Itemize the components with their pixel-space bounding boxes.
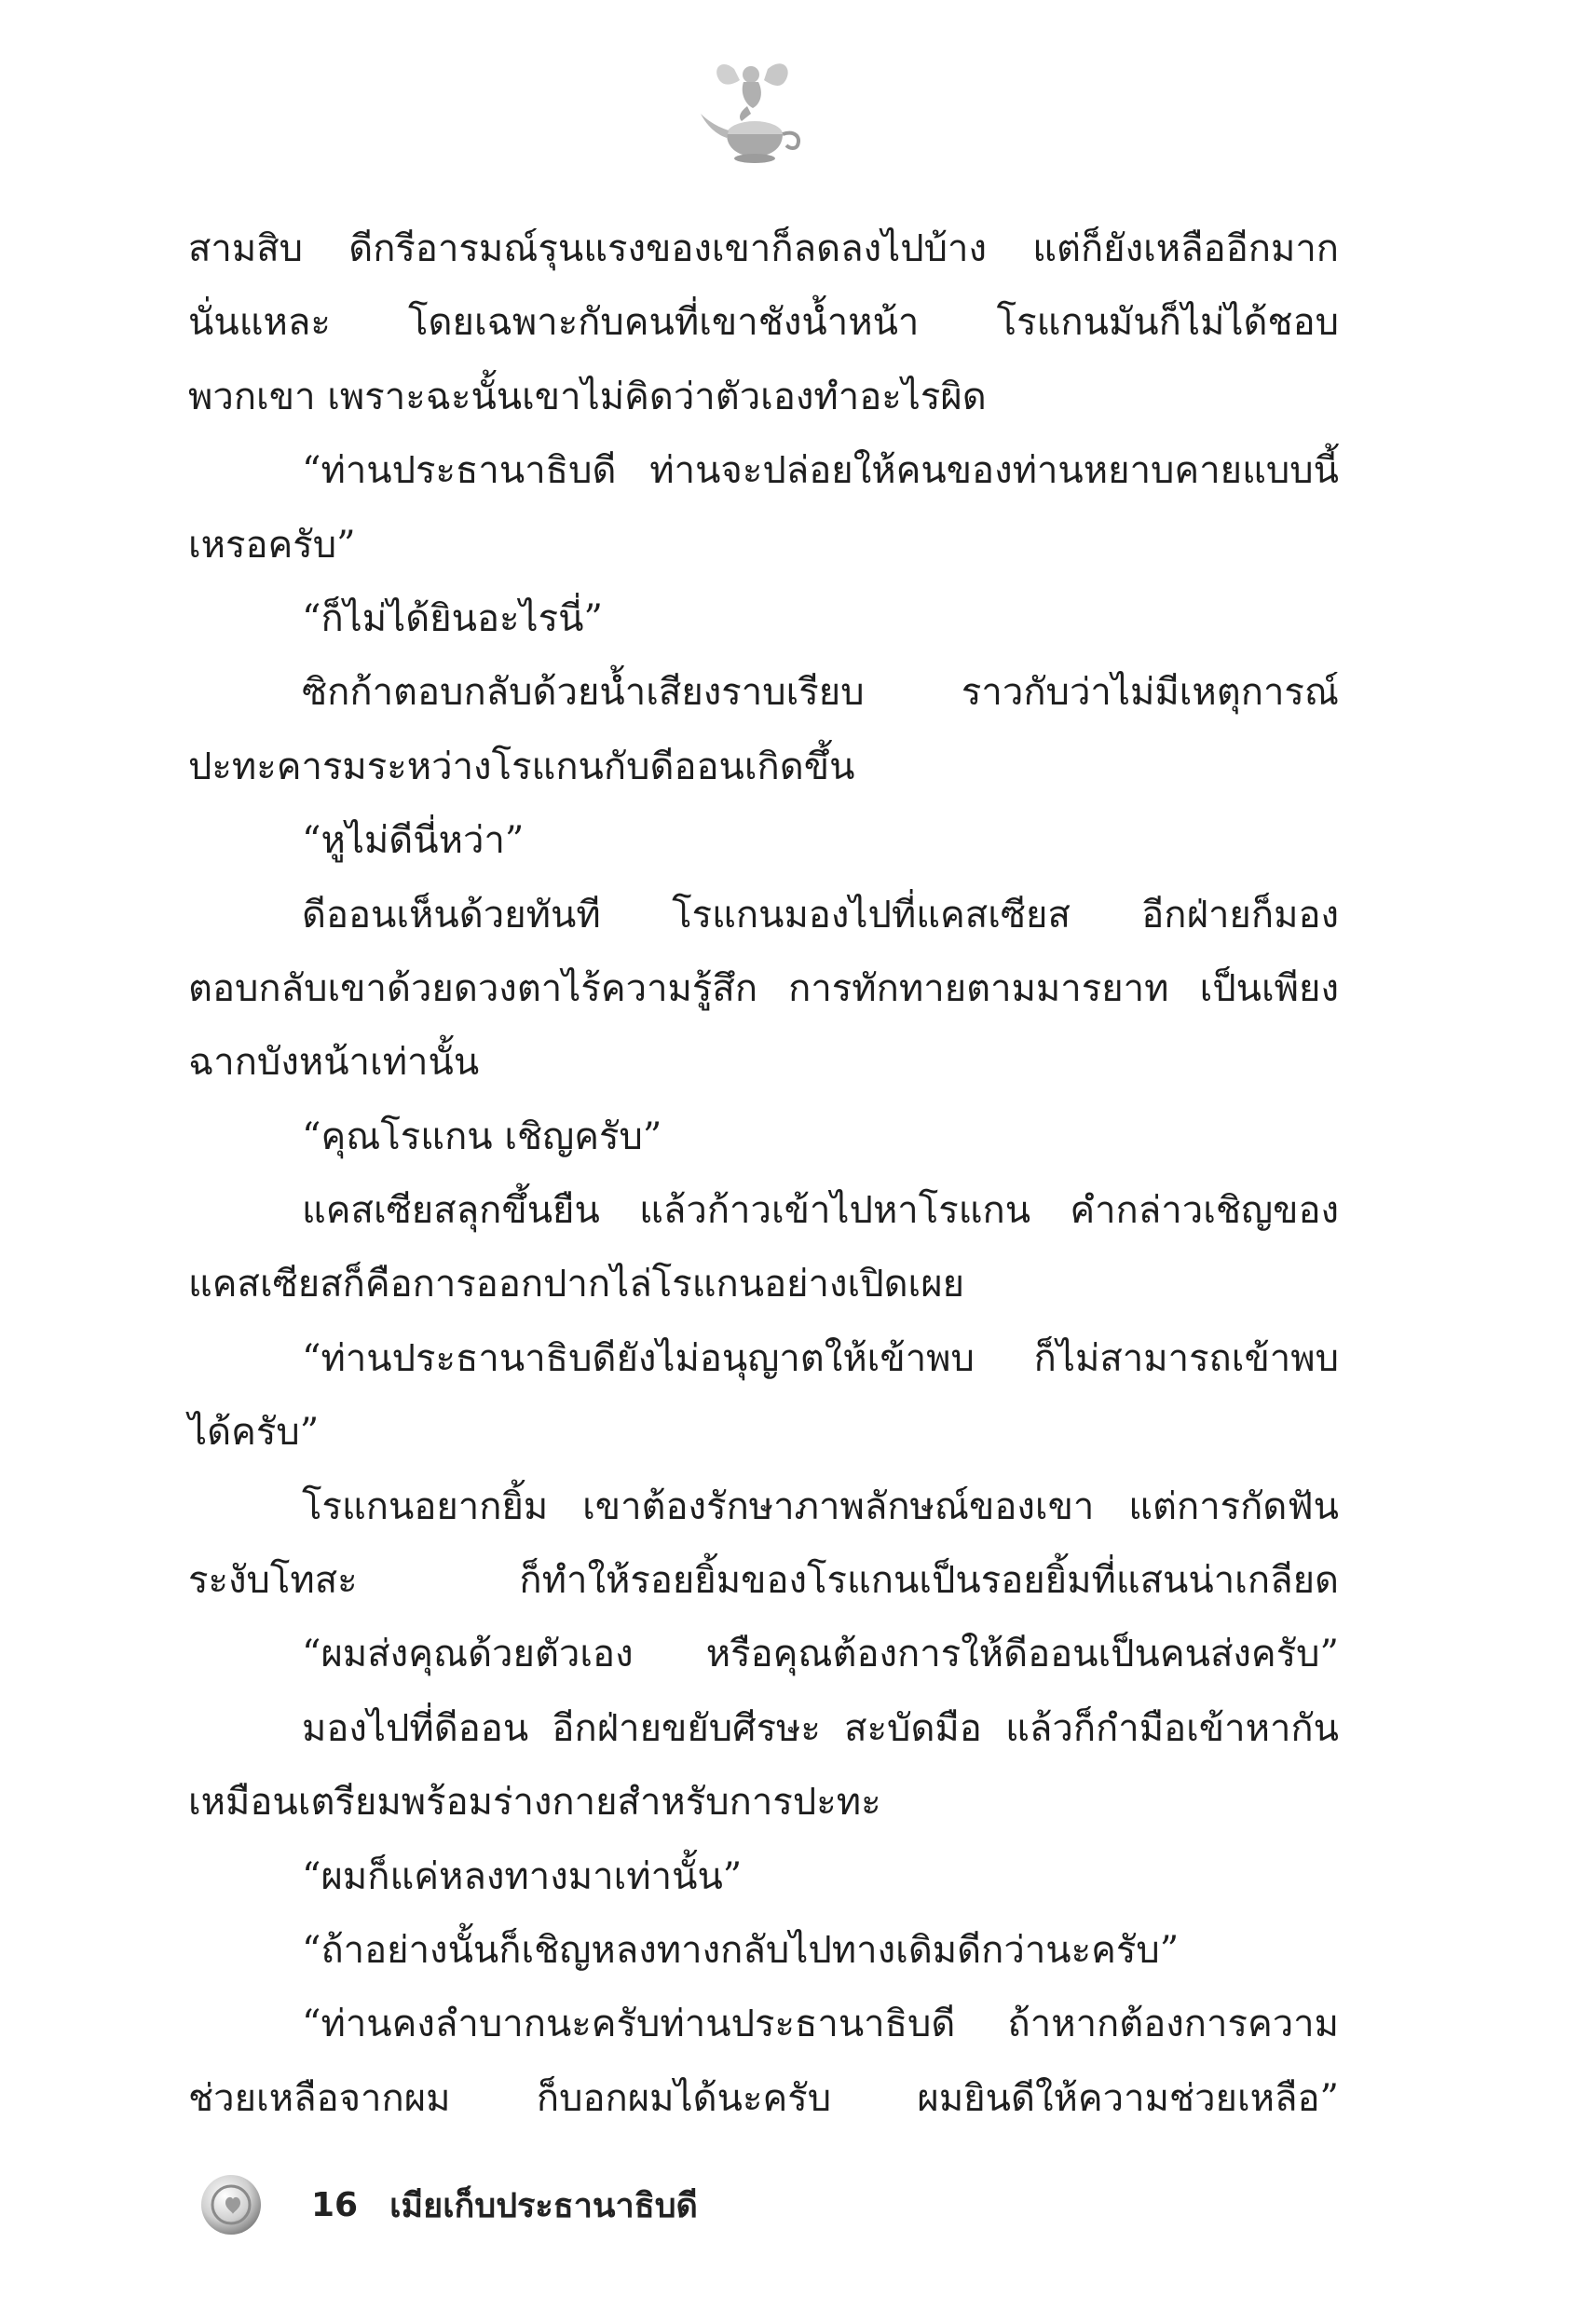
cupid-teapot-ornament-icon [693, 56, 814, 168]
text-line: ระงับโทสะ ก็ทำให้รอยยิ้มของโรแกนเป็นรอยยิ้มที่แสนน่าเกลียด [188, 1559, 1339, 1603]
text-line: “หูไม่ดีนี่หว่า” [302, 819, 525, 863]
text-line: “ท่านคงลำบากนะครับท่านประธานาธิบดี ถ้าหากต้องการความ [302, 2003, 1339, 2046]
text-line: นั่นแหละ โดยเฉพาะกับคนที่เขาชังน้ำหน้า โรแกนมันก็ไม่ได้ชอบ [188, 301, 1339, 345]
text-line: ฉากบังหน้าเท่านั้น [188, 1041, 480, 1085]
text-line: ได้ครับ” [188, 1411, 320, 1455]
text-line: เหมือนเตรียมพร้อมร่างกายสำหรับการปะทะ [188, 1781, 881, 1825]
text-line: “ก็ไม่ได้ยินอะไรนี่” [302, 596, 603, 640]
text-line: “ท่านประธานาธิบดี ท่านจะปล่อยให้คนของท่านหยาบคายแบบนี้ [302, 449, 1339, 493]
body-text [188, 212, 1339, 2136]
text-line: “ท่านประธานาธิบดียังไม่อนุญาตให้เข้าพบ ก็ไม่สามารถเข้าพบ [302, 1336, 1339, 1380]
text-line: ซิกก้าตอบกลับด้วยน้ำเสียงราบเรียบ ราวกับว่าไม่มีเหตุการณ์ [302, 671, 1339, 715]
text-line: ช่วยเหลือจากผม ก็บอกผมได้นะครับ ผมยินดีให้ความช่วยเหลือ” [188, 2076, 1339, 2120]
page-footer [198, 2171, 698, 2238]
text-line: “ถ้าอย่างนั้นก็เชิญหลงทางกลับไปทางเดิมดีกว่านะครับ” [302, 1928, 1180, 1972]
text-line: ดีออนเห็นด้วยทันที โรแกนมองไปที่แคสเซียส อีกฝ่ายก็มอง [302, 893, 1339, 937]
text-line: แคสเซียสก็คือการออกปากไล่โรแกนอย่างเปิดเผย [188, 1263, 965, 1306]
text-line: “ผมส่งคุณด้วยตัวเอง หรือคุณต้องการให้ดีออนเป็นคนส่งครับ” [302, 1633, 1339, 1676]
text-line: พวกเขา เพราะฉะนั้นเขาไม่คิดว่าตัวเองทำอะไรผิด [188, 375, 987, 418]
text-line: ตอบกลับเขาด้วยดวงตาไร้ความรู้สึก การทักทายตามมารยาท เป็นเพียง [188, 966, 1339, 1010]
text-line: ปะทะคารมระหว่างโรแกนกับดีออนเกิดขึ้น [188, 745, 855, 788]
page-number: 16 [311, 2185, 359, 2224]
text-line: โรแกนอยากยิ้ม เขาต้องรักษาภาพลักษณ์ของเขา แต่การกัดฟัน [302, 1484, 1339, 1528]
text-line: “คุณโรแกน เชิญครับ” [302, 1114, 662, 1158]
round-emblem-icon [198, 2171, 265, 2238]
text-line: แคสเซียสลุกขึ้นยืน แล้วก้าวเข้าไปหาโรแกน คำกล่าวเชิญของ [302, 1189, 1339, 1233]
text-line: เหรอครับ” [188, 523, 356, 567]
book-title: เมียเก็บประธานาธิบดี [389, 2186, 698, 2225]
text-line: สามสิบ ดีกรีอารมณ์รุนแรงของเขาก็ลดลงไปบ้าง แต่ก็ยังเหลืออีกมาก [188, 227, 1339, 270]
text-line: มองไปที่ดีออน อีกฝ่ายขยับศีรษะ สะบัดมือ แล้วก็กำมือเข้าหากัน [302, 1706, 1339, 1750]
text-line: “ผมก็แค่หลงทางมาเท่านั้น” [302, 1854, 743, 1898]
